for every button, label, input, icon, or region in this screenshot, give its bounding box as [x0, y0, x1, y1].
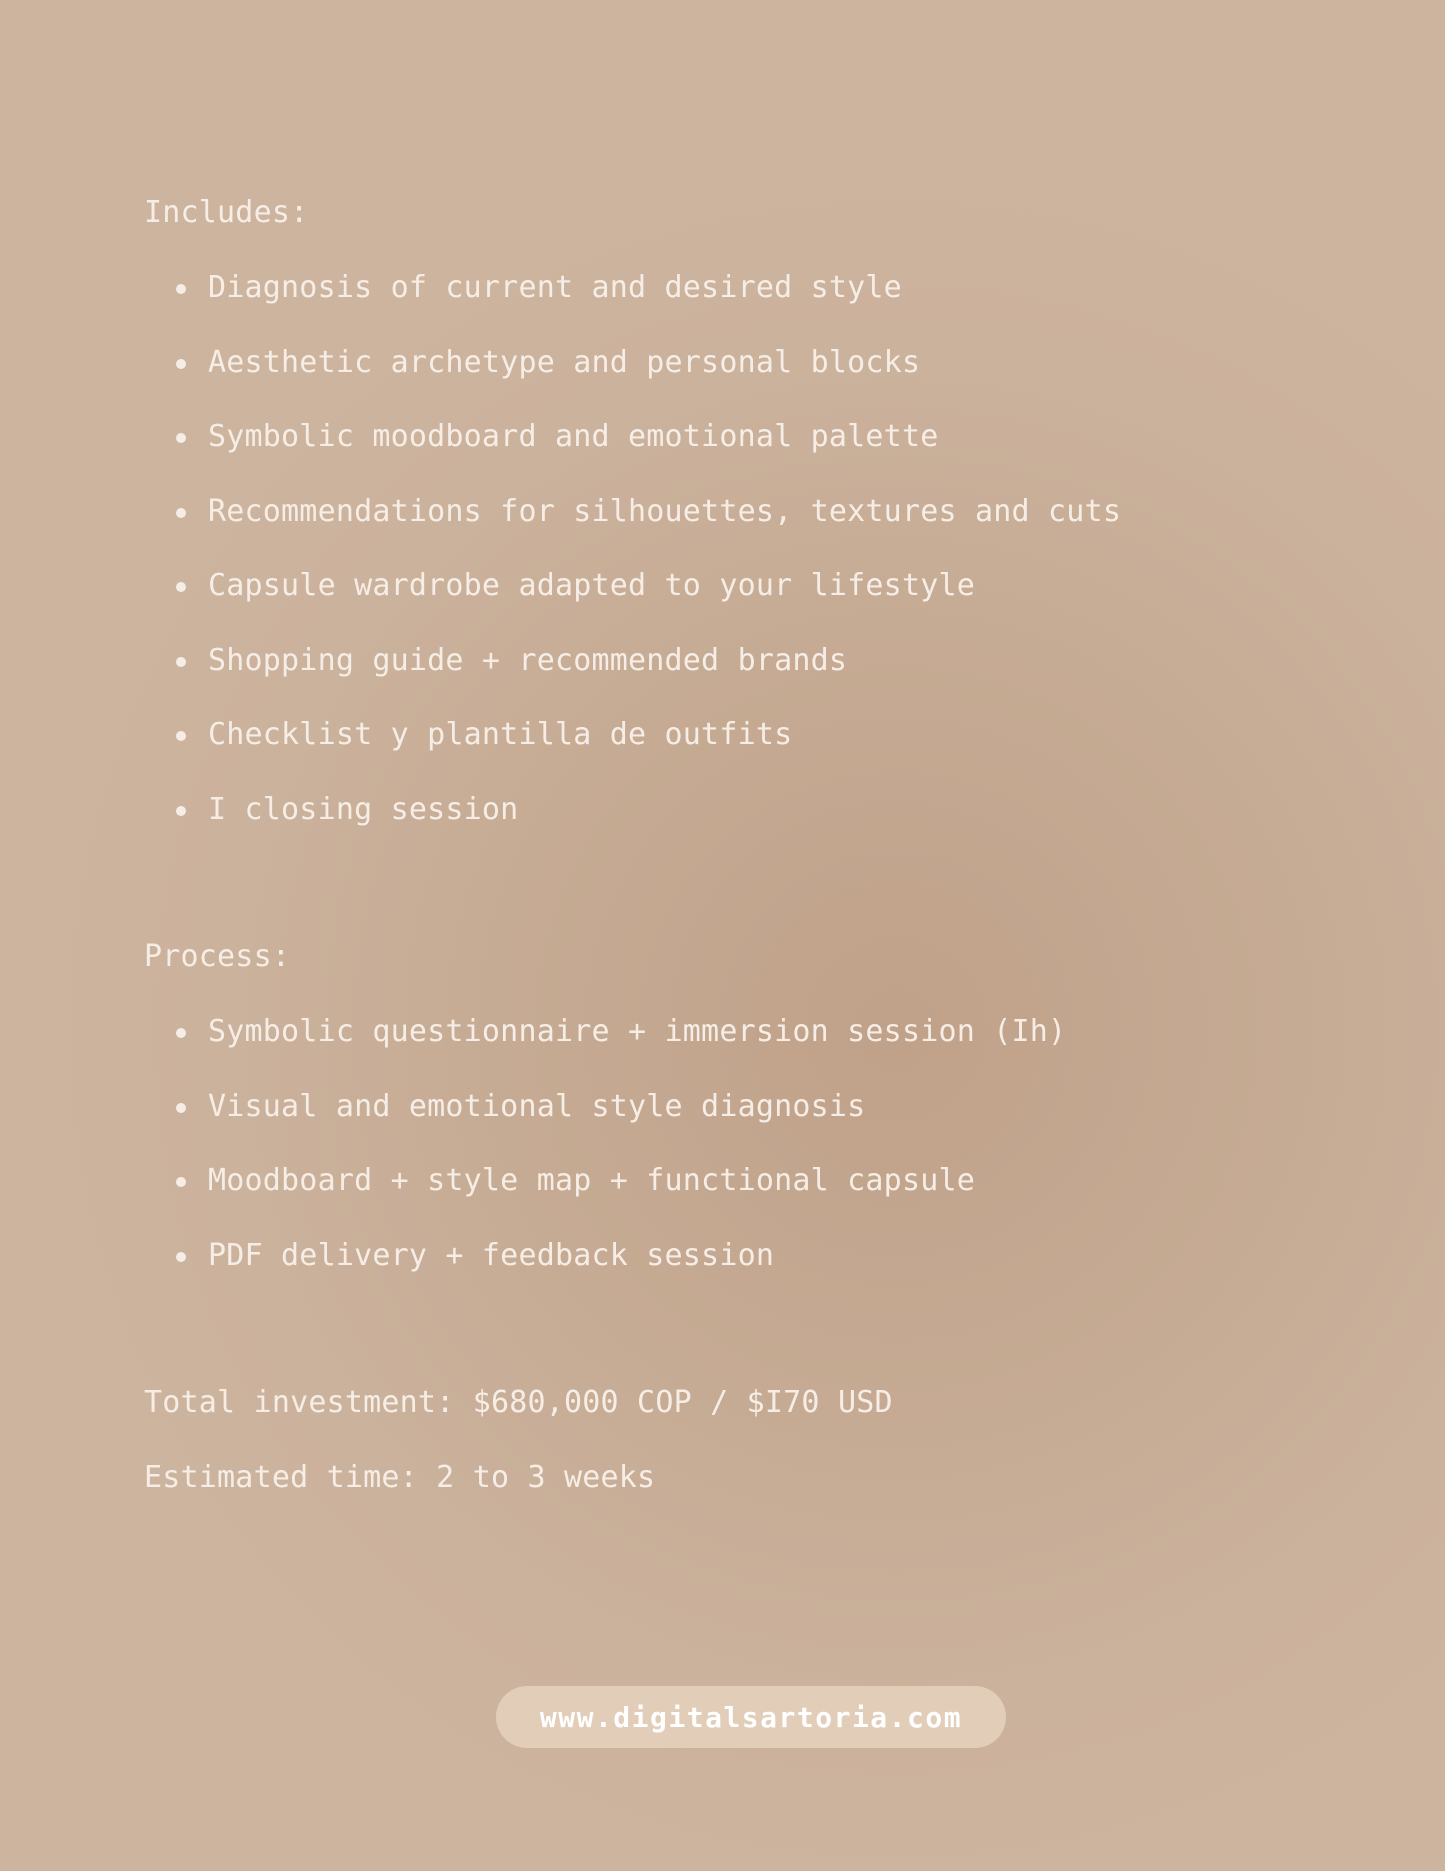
bullet-icon [176, 1252, 186, 1262]
bullet-icon [176, 508, 186, 518]
list-item: Recommendations for silhouettes, textures and cuts [144, 492, 1121, 567]
bullet-icon [176, 582, 186, 592]
list-item: Aesthetic archetype and personal blocks [144, 343, 1121, 418]
list-item: Moodboard + style map + functional capsule [144, 1161, 1066, 1236]
process-list [144, 1012, 1066, 1310]
list-item: Symbolic questionnaire + immersion session (Ih) [144, 1012, 1066, 1087]
bullet-icon [176, 1103, 186, 1113]
list-item: I closing session [144, 790, 1121, 865]
list-item: Checklist y plantilla de outfits [144, 715, 1121, 790]
total-investment: Total investment: $680,000 COP / $I70 USD [144, 1385, 893, 1420]
bullet-icon [176, 657, 186, 667]
bullet-icon [176, 284, 186, 294]
list-item: Capsule wardrobe adapted to your lifestyle [144, 566, 1121, 641]
bullet-icon [176, 1028, 186, 1038]
bullet-icon [176, 1177, 186, 1187]
list-item: Shopping guide + recommended brands [144, 641, 1121, 716]
list-item: PDF delivery + feedback session [144, 1236, 1066, 1311]
list-item: Visual and emotional style diagnosis [144, 1087, 1066, 1162]
website-url: www.digitalsartoria.com [539, 1700, 963, 1734]
bullet-icon [176, 806, 186, 816]
bullet-icon [176, 433, 186, 443]
includes-list [144, 268, 1121, 864]
includes-heading: Includes: [144, 195, 309, 230]
list-item: Symbolic moodboard and emotional palette [144, 417, 1121, 492]
list-item: Diagnosis of current and desired style [144, 268, 1121, 343]
bullet-icon [176, 359, 186, 369]
estimated-time: Estimated time: 2 to 3 weeks [144, 1460, 656, 1495]
process-heading: Process: [144, 939, 291, 974]
website-link[interactable] [496, 1686, 1006, 1748]
bullet-icon [176, 731, 186, 741]
